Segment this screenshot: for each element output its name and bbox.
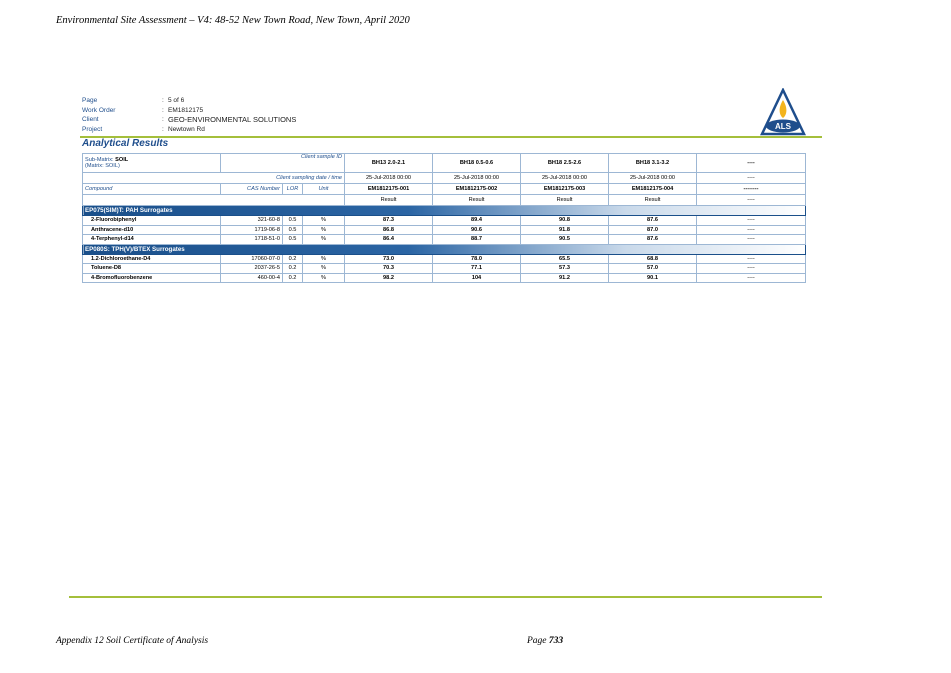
lab-sample-id: EM1812175-004 (609, 184, 697, 195)
result-value: 87.6 (609, 216, 697, 226)
result-value: 91.8 (521, 225, 609, 235)
result-value: 70.3 (345, 264, 433, 274)
als-flame-logo-icon (760, 88, 806, 136)
meta-label: Work Order (82, 106, 116, 114)
footer-page-label: Page (527, 636, 549, 646)
result-label: Result (433, 195, 521, 206)
cas-number: 1718-51-0 (221, 235, 283, 245)
footer-appendix-title: Appendix 12 Soil Certificate of Analysis (56, 636, 209, 646)
result-value: 68.8 (609, 254, 697, 264)
footer-page-number (527, 636, 563, 646)
sample-id: ---- (697, 154, 806, 173)
analytical-results-table (82, 153, 806, 283)
column-header-row (83, 184, 806, 195)
result-value: 86.4 (345, 235, 433, 245)
submatrix-cell: Sub-Matrix: SOIL (Matrix: SOIL) (83, 154, 221, 173)
sampling-date: 25-Jul-2018 00:00 (345, 173, 433, 184)
unit-value: % (303, 273, 345, 283)
sample-id-header-row (83, 154, 806, 173)
sample-id: BH18 0.5-0.6 (433, 154, 521, 173)
compound-name: Anthracene-d10 (83, 225, 221, 235)
col-cas-header: CAS Number (221, 184, 283, 195)
result-value: ---- (697, 273, 806, 283)
sampling-date-label: Client sampling date / time (83, 173, 345, 184)
table-row (83, 225, 806, 235)
meta-value: Newtown Rd (168, 125, 205, 133)
unit-value: % (303, 254, 345, 264)
result-value: 90.8 (521, 216, 609, 226)
result-value: 91.2 (521, 273, 609, 283)
group-title: EP075(SIM)T: PAH Surrogates (83, 206, 806, 216)
result-value: 90.5 (521, 235, 609, 245)
matrix-line: (Matrix: SOIL) (85, 163, 120, 169)
group-header-pah-surrogates (83, 206, 806, 216)
sample-id: BH18 3.1-3.2 (609, 154, 697, 173)
lor-value: 0.5 (283, 225, 303, 235)
unit-value: % (303, 216, 345, 226)
footer-page-value: 733 (548, 636, 564, 646)
group-header-tph-btex-surrogates (83, 244, 806, 254)
lor-value: 0.5 (283, 235, 303, 245)
lab-sample-id: -------- (697, 184, 806, 195)
result-value: 104 (433, 273, 521, 283)
result-label: Result (521, 195, 609, 206)
table-row (83, 264, 806, 274)
result-value: 90.1 (609, 273, 697, 283)
result-value: ---- (697, 264, 806, 274)
result-value: 65.5 (521, 254, 609, 264)
result-value: 87.3 (345, 216, 433, 226)
cas-number: 460-00-4 (221, 273, 283, 283)
report-meta-block (82, 96, 296, 134)
table-row (83, 254, 806, 264)
result-value: 77.1 (433, 264, 521, 274)
sampling-date: ---- (697, 173, 806, 184)
result-value: 73.0 (345, 254, 433, 264)
footer-divider (69, 596, 822, 598)
result-value: 57.3 (521, 264, 609, 274)
sample-id: BH18 2.5-2.6 (521, 154, 609, 173)
meta-value: EM1812175 (168, 106, 204, 114)
meta-row-client: Client : GEO-ENVIRONMENTAL SOLUTIONS (82, 115, 297, 125)
table-row (83, 273, 806, 283)
col-unit-header: Unit (303, 184, 345, 195)
unit-value: % (303, 235, 345, 245)
sample-id: BH13 2.0-2.1 (345, 154, 433, 173)
result-value: 88.7 (433, 235, 521, 245)
lab-sample-id: EM1812175-002 (433, 184, 521, 195)
result-value: 86.8 (345, 225, 433, 235)
sampling-date: 25-Jul-2018 00:00 (433, 173, 521, 184)
result-label: Result (345, 195, 433, 206)
lab-sample-id: EM1812175-001 (345, 184, 433, 195)
meta-label: Page (82, 97, 98, 104)
compound-name: Toluene-D8 (83, 264, 221, 274)
sampling-date: 25-Jul-2018 00:00 (609, 173, 697, 184)
meta-row-page: Page : 5 of 6 (82, 97, 185, 104)
document-header-title: Environmental Site Assessment – V4: 48-52 New Town Road, New Town, April 2020 (56, 15, 410, 26)
result-value: ---- (697, 254, 806, 264)
compound-name: 4-Bromofluorobenzene (83, 273, 221, 283)
col-lor-header: LOR (283, 184, 303, 195)
result-value: ---- (697, 216, 806, 226)
col-compound-header: Compound (83, 184, 221, 195)
result-value: 57.0 (609, 264, 697, 274)
table-row (83, 216, 806, 226)
result-label-row (83, 195, 806, 206)
client-sample-id-label: Client sample ID (221, 154, 345, 173)
compound-name: 4-Terphenyl-d14 (83, 235, 221, 245)
meta-value: 5 of 6 (168, 97, 185, 104)
lor-value: 0.5 (283, 216, 303, 226)
result-label: ---- (697, 195, 806, 206)
result-value: 90.6 (433, 225, 521, 235)
cas-number: 1719-06-8 (221, 225, 283, 235)
group-title: EP080S: TPH(V)/BTEX Surrogates (83, 244, 806, 254)
lor-value: 0.2 (283, 273, 303, 283)
meta-row-work-order: Work Order : EM1812175 (82, 106, 204, 114)
result-value: 87.6 (609, 235, 697, 245)
unit-value: % (303, 225, 345, 235)
result-value: 89.4 (433, 216, 521, 226)
result-value: 87.0 (609, 225, 697, 235)
lor-value: 0.2 (283, 254, 303, 264)
sampling-date: 25-Jul-2018 00:00 (521, 173, 609, 184)
meta-value: GEO-ENVIRONMENTAL SOLUTIONS (168, 115, 297, 125)
result-value: ---- (697, 235, 806, 245)
lor-value: 0.2 (283, 264, 303, 274)
sampling-date-row (83, 173, 806, 184)
result-value: 78.0 (433, 254, 521, 264)
cas-number: 17060-07-0 (221, 254, 283, 264)
cas-number: 321-60-8 (221, 216, 283, 226)
section-title: Analytical Results (82, 138, 169, 149)
header-divider (80, 136, 822, 138)
lab-sample-id: EM1812175-003 (521, 184, 609, 195)
meta-label: Client (82, 116, 99, 124)
compound-name: 1.2-Dichloroethane-D4 (83, 254, 221, 264)
meta-label: Project (82, 125, 103, 133)
logo-text: ALS (775, 122, 791, 131)
result-value: 98.2 (345, 273, 433, 283)
cas-number: 2037-26-5 (221, 264, 283, 274)
compound-name: 2-Fluorobiphenyl (83, 216, 221, 226)
result-label: Result (609, 195, 697, 206)
table-row (83, 235, 806, 245)
result-value: ---- (697, 225, 806, 235)
meta-row-project: Project : Newtown Rd (82, 125, 205, 133)
unit-value: % (303, 264, 345, 274)
